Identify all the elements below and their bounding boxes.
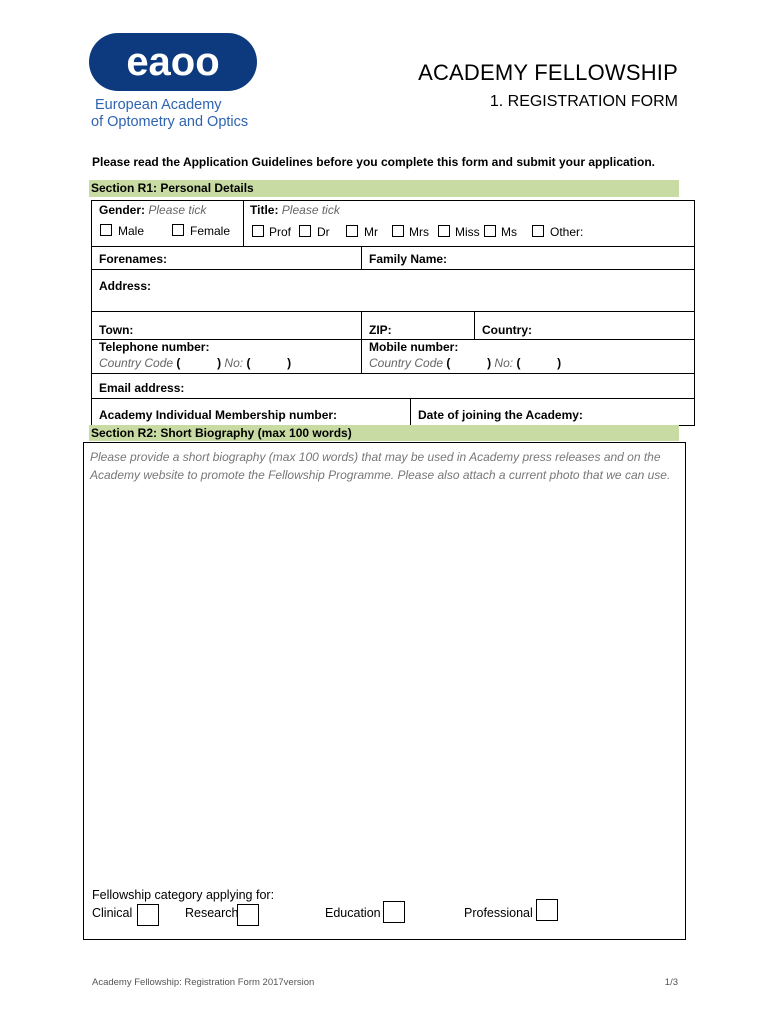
mobile-format [369, 356, 561, 370]
town-label: Town: [99, 323, 134, 337]
category-professional-checkbox[interactable] [536, 899, 558, 921]
telephone-country-code-hint: Country Code [99, 356, 174, 370]
gender-female-checkbox[interactable] [172, 224, 184, 236]
address-label: Address: [99, 279, 152, 293]
date-joining-label: Date of joining the Academy: [418, 408, 583, 422]
title-dr-label: Dr [317, 225, 330, 239]
biography-textarea[interactable] [83, 442, 686, 940]
family-name-label: Family Name: [369, 252, 448, 266]
telephone-no-open-paren: ( [246, 356, 251, 370]
title-prof-checkbox[interactable] [252, 225, 264, 237]
title-mr-label: Mr [364, 225, 378, 239]
telephone-open-paren: ( [176, 356, 181, 370]
category-research-label: Research [185, 906, 239, 920]
mobile-no-hint: No: [494, 356, 514, 370]
academy-logo [89, 33, 257, 91]
category-education-checkbox[interactable] [383, 901, 405, 923]
title-mrs-label: Mrs [409, 225, 429, 239]
academy-name [91, 97, 248, 131]
category-professional-label: Professional [464, 906, 533, 920]
biography-hint: Please provide a short biography (max 100 words) that may be used in Academy press releases and on the Academy website to promote the Fellowship Programme. Please also attach a current photo that we can use. [90, 450, 671, 482]
title-dr-checkbox[interactable] [299, 225, 311, 237]
category-research-checkbox[interactable] [237, 904, 259, 926]
intro-text: Please read the Application Guidelines before you complete this form and submit your application. [92, 155, 655, 169]
email-label: Email address: [99, 381, 185, 395]
title-other-label: Other: [550, 225, 584, 239]
mobile-no-close-paren: ) [557, 356, 562, 370]
mobile-open-paren: ( [446, 356, 451, 370]
page-subtitle: 1. REGISTRATION FORM [489, 93, 678, 110]
gender-male-checkbox[interactable] [100, 224, 112, 236]
title-hint: Please tick [281, 203, 340, 217]
membership-number-label: Academy Individual Membership number: [99, 408, 338, 422]
academy-name-line2: of Optometry and Optics [91, 114, 249, 130]
telephone-format [99, 356, 291, 370]
category-clinical-checkbox[interactable] [137, 904, 159, 926]
footer-document-name: Academy Fellowship: Registration Form 2017version [92, 977, 315, 988]
title-miss-checkbox[interactable] [438, 225, 450, 237]
gender-hint: Please tick [148, 203, 207, 217]
category-education-label: Education [325, 906, 381, 920]
gender-label: Gender: [99, 203, 146, 217]
forenames-label: Forenames: [99, 252, 168, 266]
telephone-label: Telephone number: [99, 340, 210, 354]
mobile-close-paren: ) [487, 356, 492, 370]
zip-label: ZIP: [369, 323, 392, 337]
title-other-checkbox[interactable] [532, 225, 544, 237]
mobile-label: Mobile number: [369, 340, 459, 354]
title-mrs-checkbox[interactable] [392, 225, 404, 237]
page-title: ACADEMY FELLOWSHIP [418, 60, 678, 85]
telephone-no-close-paren: ) [287, 356, 292, 370]
mobile-country-code-hint: Country Code [369, 356, 444, 370]
gender-field [99, 203, 206, 217]
section-r1-header: Section R1: Personal Details [89, 180, 679, 197]
logo-wordmark: eaoo [126, 40, 220, 84]
gender-female-label: Female [190, 224, 231, 238]
title-prof-label: Prof [269, 225, 292, 239]
mobile-no-open-paren: ( [516, 356, 521, 370]
telephone-close-paren: ) [217, 356, 222, 370]
logo-mark-icon [89, 33, 257, 91]
footer-page-number: 1/3 [664, 977, 678, 988]
section-r2-header: Section R2: Short Biography (max 100 words) [89, 425, 679, 441]
gender-male-label: Male [118, 224, 145, 238]
country-label: Country: [482, 323, 532, 337]
title-ms-label: Ms [501, 225, 517, 239]
title-miss-label: Miss [455, 225, 480, 239]
title-field [250, 203, 340, 217]
telephone-no-hint: No: [224, 356, 244, 370]
title-label: Title: [250, 203, 279, 217]
academy-name-line1: European Academy [95, 97, 222, 113]
category-label: Fellowship category applying for: [92, 888, 275, 902]
title-mr-checkbox[interactable] [346, 225, 358, 237]
title-ms-checkbox[interactable] [484, 225, 496, 237]
category-clinical-label: Clinical [92, 906, 133, 920]
